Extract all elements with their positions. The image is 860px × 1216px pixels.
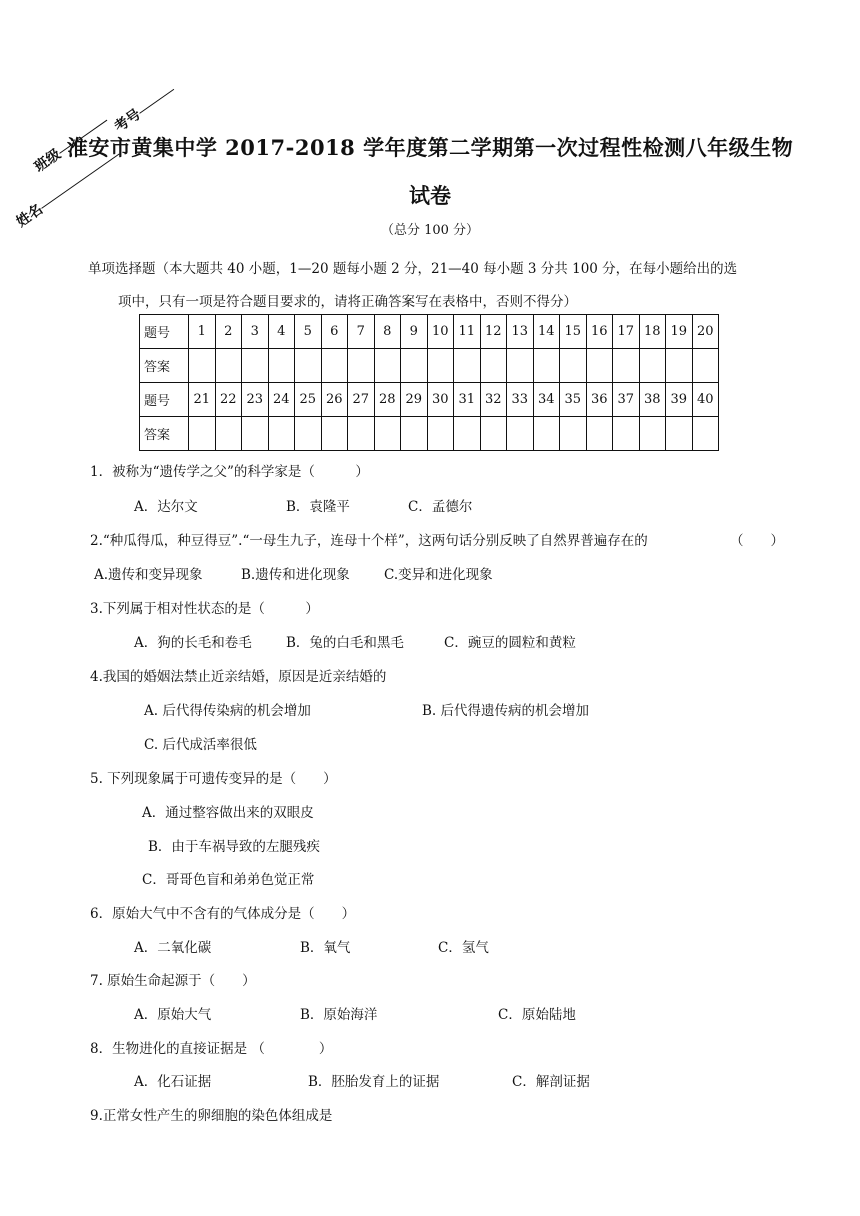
question-2-stem: 2.“种瓜得瓜，种豆得豆”.“一母生九子，连母十个样”，这两句话分别反映了自然界普遍存在的: [90, 533, 648, 549]
page-title: 淮安市黄集中学 2017-2018 学年度第二学期第一次过程性检测八年级生物: [66, 135, 794, 160]
question-8-option-b: B．胚胎发育上的证据: [308, 1074, 440, 1090]
question-1-stem: 1．被称为“遗传学之父”的科学家是（ ）: [90, 464, 369, 480]
question-number: 9: [401, 315, 428, 349]
answer-cell[interactable]: [401, 417, 428, 451]
question-7-stem: 7. 原始生命起源于（ ）: [90, 973, 256, 989]
answer-cell[interactable]: [692, 417, 719, 451]
answer-cell[interactable]: [189, 349, 216, 383]
question-number: 15: [560, 315, 587, 349]
question-number: 40: [692, 383, 719, 417]
answer-cell[interactable]: [666, 349, 693, 383]
answer-cell[interactable]: [480, 417, 507, 451]
answer-cell[interactable]: [692, 349, 719, 383]
question-4-stem: 4.我国的婚姻法禁止近亲结婚，原因是近亲结婚的: [90, 669, 387, 685]
question-number: 22: [215, 383, 242, 417]
answer-cell[interactable]: [321, 349, 348, 383]
question-number: 13: [507, 315, 534, 349]
question-number: 11: [454, 315, 481, 349]
question-number: 21: [189, 383, 216, 417]
exam-no-label-text: 考号: [111, 106, 144, 136]
answer-cell[interactable]: [215, 417, 242, 451]
table-row: [140, 349, 719, 383]
question-number: 27: [348, 383, 375, 417]
question-7-option-c: C．原始陆地: [498, 1007, 576, 1023]
question-number: 12: [480, 315, 507, 349]
question-5-stem: 5. 下列现象属于可遗传变异的是（ ）: [90, 771, 337, 787]
question-number: 33: [507, 383, 534, 417]
question-number: 35: [560, 383, 587, 417]
answer-cell[interactable]: [613, 349, 640, 383]
answer-cell[interactable]: [348, 349, 375, 383]
page-title-line2: 试卷: [409, 183, 451, 208]
question-9-stem: 9.正常女性产生的卵细胞的染色体组成是: [90, 1108, 333, 1124]
question-6-option-a: A．二氧化碳: [134, 940, 212, 956]
question-number: 7: [348, 315, 375, 349]
answer-cell[interactable]: [401, 349, 428, 383]
answer-cell[interactable]: [189, 417, 216, 451]
question-number: 30: [427, 383, 454, 417]
answer-cell[interactable]: [295, 349, 322, 383]
question-number: 32: [480, 383, 507, 417]
question-number: 19: [666, 315, 693, 349]
table-row: [140, 383, 719, 417]
answer-cell[interactable]: [639, 417, 666, 451]
question-number: 3: [242, 315, 269, 349]
name-label-text: 姓名: [13, 201, 46, 231]
answer-cell[interactable]: [268, 349, 295, 383]
question-3-option-c: C．豌豆的圆粒和黄粒: [444, 635, 576, 651]
answer-table: [139, 314, 719, 451]
answer-cell[interactable]: [321, 417, 348, 451]
question-number: 4: [268, 315, 295, 349]
answer-cell[interactable]: [507, 349, 534, 383]
instructions-line2: 项中，只有一项是符合题目要求的，请将正确答案写在表格中，否则不得分）: [118, 294, 577, 310]
question-number: 5: [295, 315, 322, 349]
answer-cell[interactable]: [374, 349, 401, 383]
question-8-option-a: A．化石证据: [134, 1074, 212, 1090]
answer-cell[interactable]: [242, 417, 269, 451]
class-label-text: 班级: [31, 146, 64, 176]
answer-cell[interactable]: [454, 349, 481, 383]
question-number: 20: [692, 315, 719, 349]
answer-cell[interactable]: [639, 349, 666, 383]
question-3-stem: 3.下列属于相对性状态的是（ ）: [90, 601, 319, 617]
question-number: 25: [295, 383, 322, 417]
question-number: 37: [613, 383, 640, 417]
question-6-option-c: C．氢气: [438, 940, 489, 956]
row-label-answer: 答案: [140, 349, 189, 383]
question-6-stem: 6．原始大气中不含有的气体成分是（ ）: [90, 906, 356, 922]
question-4-option-b: B. 后代得遗传病的机会增加: [422, 703, 590, 719]
question-5-option-a: A．通过整容做出来的双眼皮: [142, 805, 314, 821]
answer-cell[interactable]: [268, 417, 295, 451]
answer-cell[interactable]: [454, 417, 481, 451]
question-number: 28: [374, 383, 401, 417]
question-6-option-b: B．氧气: [300, 940, 351, 956]
answer-cell[interactable]: [215, 349, 242, 383]
question-5-option-b: B．由于车祸导致的左腿残疾: [148, 839, 320, 855]
total-score: （总分 100 分）: [380, 223, 480, 238]
answer-cell[interactable]: [295, 417, 322, 451]
question-number: 6: [321, 315, 348, 349]
answer-cell[interactable]: [533, 349, 560, 383]
question-number: 34: [533, 383, 560, 417]
row-label-answer: 答案: [140, 417, 189, 451]
answer-cell[interactable]: [427, 349, 454, 383]
question-5-option-c: C．哥哥色盲和弟弟色觉正常: [142, 872, 315, 888]
question-1-option-b: B．袁隆平: [286, 499, 350, 515]
question-number: 38: [639, 383, 666, 417]
answer-cell[interactable]: [586, 349, 613, 383]
row-label-question: 题号: [140, 315, 189, 349]
answer-cell[interactable]: [348, 417, 375, 451]
question-2-paren: （ ）: [730, 533, 784, 549]
answer-cell[interactable]: [560, 417, 587, 451]
question-number: 18: [639, 315, 666, 349]
question-number: 23: [242, 383, 269, 417]
exam-no-label: [110, 80, 179, 137]
question-2-option-b: B.遗传和进化现象: [241, 567, 350, 583]
question-number: 31: [454, 383, 481, 417]
question-number: 24: [268, 383, 295, 417]
question-7-option-a: A．原始大气: [134, 1007, 212, 1023]
answer-cell[interactable]: [507, 417, 534, 451]
question-8-stem: 8．生物进化的直接证据是 （ ）: [90, 1041, 333, 1057]
question-4-option-a: A. 后代得传染病的机会增加: [144, 703, 311, 719]
question-number: 8: [374, 315, 401, 349]
question-3-option-b: B．兔的白毛和黑毛: [286, 635, 404, 651]
question-number: 2: [215, 315, 242, 349]
row-label-question: 题号: [140, 383, 189, 417]
question-number: 14: [533, 315, 560, 349]
question-2-option-a: A.遗传和变异现象: [94, 567, 203, 583]
question-3-option-a: A．狗的长毛和卷毛: [134, 635, 252, 651]
table-row: [140, 315, 719, 349]
question-7-option-b: B．原始海洋: [300, 1007, 378, 1023]
question-2-option-c: C.变异和进化现象: [384, 567, 493, 583]
answer-cell[interactable]: [666, 417, 693, 451]
question-4-option-c: C. 后代成活率很低: [144, 737, 257, 753]
answer-cell[interactable]: [613, 417, 640, 451]
question-number: 36: [586, 383, 613, 417]
question-number: 10: [427, 315, 454, 349]
answer-cell[interactable]: [586, 417, 613, 451]
question-number: 17: [613, 315, 640, 349]
question-number: 1: [189, 315, 216, 349]
instructions-line1: 单项选择题（本大题共 40 小题，1—20 题每小题 2 分，21—40 每小题 3 分共 100 分，在每小题给出的选: [88, 261, 738, 277]
answer-cell[interactable]: [427, 417, 454, 451]
answer-cell[interactable]: [560, 349, 587, 383]
answer-cell[interactable]: [533, 417, 560, 451]
table-row: [140, 417, 719, 451]
question-number: 26: [321, 383, 348, 417]
exam-no-blank[interactable]: [139, 88, 174, 113]
answer-cell[interactable]: [374, 417, 401, 451]
answer-cell[interactable]: [242, 349, 269, 383]
question-number: 16: [586, 315, 613, 349]
question-number: 29: [401, 383, 428, 417]
question-1-option-a: A．达尔文: [134, 499, 198, 515]
question-8-option-c: C．解剖证据: [512, 1074, 590, 1090]
question-1-option-c: C．孟德尔: [408, 499, 473, 515]
answer-cell[interactable]: [480, 349, 507, 383]
question-number: 39: [666, 383, 693, 417]
